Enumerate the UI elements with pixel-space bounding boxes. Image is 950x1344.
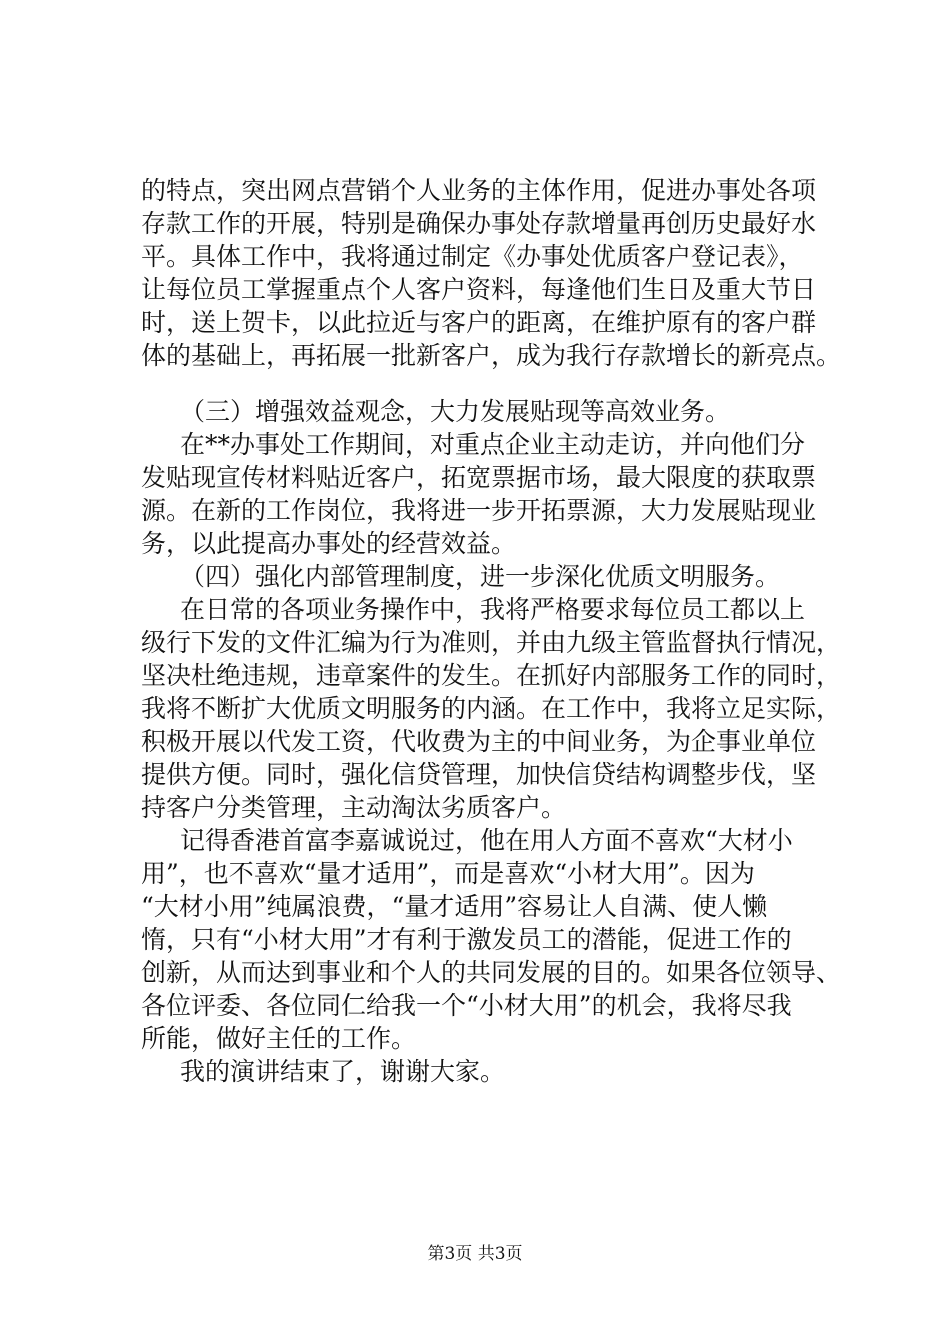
text-line: 各位评委、各位同仁给我一个“小材大用”的机会，我将尽我 bbox=[141, 991, 792, 1020]
paragraph bbox=[141, 428, 821, 560]
text-line: 我的演讲结束了，谢谢大家。 bbox=[180, 1057, 506, 1086]
text-line: 发贴现宣传材料贴近客户，拓宽票据市场，最大限度的获取票 bbox=[141, 463, 817, 492]
text-line: 持客户分类管理，主动淘汰劣质客户。 bbox=[141, 793, 567, 822]
closing-paragraph bbox=[141, 1055, 821, 1088]
paragraph bbox=[141, 174, 842, 372]
text-line: 提供方便。同时，强化信贷管理，加快信贷结构调整步伐，坚 bbox=[141, 760, 817, 789]
document-body bbox=[141, 174, 842, 1088]
paragraph bbox=[141, 593, 842, 824]
text-line: 惰，只有“小材大用”才有利于激发员工的潜能，促进工作的 bbox=[141, 925, 792, 954]
text-line: 在**办事处工作期间，对重点企业主动走访，并向他们分 bbox=[180, 430, 806, 459]
text-line: 坚决杜绝违规，违章案件的发生。在抓好内部服务工作的同时， bbox=[141, 661, 842, 690]
section-heading bbox=[141, 395, 821, 428]
text-line: 务，以此提高办事处的经营效益。 bbox=[141, 529, 517, 558]
text-line: 体的基础上，再拓展一批新客户，成为我行存款增长的新亮点。 bbox=[141, 341, 842, 370]
text-line: 时，送上贺卡，以此拉近与客户的距离，在维护原有的客户群 bbox=[141, 308, 817, 337]
page-number: 第3页 共3页 bbox=[427, 1244, 523, 1264]
text-line: 积极开展以代发工资，代收费为主的中间业务，为企事业单位 bbox=[141, 727, 817, 756]
text-line: 存款工作的开展，特别是确保办事处存款增量再创历史最好水 bbox=[141, 209, 817, 238]
text-line: 用”，也不喜欢“量才适用”，而是喜欢“小材大用”。因为 bbox=[141, 859, 755, 888]
text-line: 记得香港首富李嘉诚说过，他在用人方面不喜欢“大材小 bbox=[180, 826, 793, 855]
text-line: 源。在新的工作岗位，我将进一步开拓票源，大力发展贴现业 bbox=[141, 496, 817, 525]
text-line: （三）增强效益观念，大力发展贴现等高效业务。 bbox=[180, 397, 731, 426]
text-line: 级行下发的文件汇编为行为准则，并由九级主管监督执行情况， bbox=[141, 628, 842, 657]
text-line: 所能，做好主任的工作。 bbox=[141, 1024, 417, 1053]
section-heading bbox=[141, 560, 821, 593]
text-line: “大材小用”纯属浪费，“量才适用”容易让人自满、使人懒 bbox=[141, 892, 768, 921]
text-line: 让每位员工掌握重点个人客户资料，每逢他们生日及重大节日 bbox=[141, 275, 817, 304]
paragraph-gap bbox=[141, 372, 821, 395]
text-line: 我将不断扩大优质文明服务的内涵。在工作中，我将立足实际， bbox=[141, 694, 842, 723]
text-line: （四）强化内部管理制度，进一步深化优质文明服务。 bbox=[180, 562, 781, 591]
page-footer bbox=[0, 1243, 950, 1265]
paragraph bbox=[141, 824, 842, 1055]
text-line: 平。具体工作中，我将通过制定《办事处优质客户登记表》， bbox=[141, 242, 804, 271]
text-line: 的特点，突出网点营销个人业务的主体作用，促进办事处各项 bbox=[141, 176, 817, 205]
text-line: 在日常的各项业务操作中，我将严格要求每位员工都以上 bbox=[180, 595, 806, 624]
text-line: 创新，从而达到事业和个人的共同发展的目的。如果各位领导、 bbox=[141, 958, 842, 987]
